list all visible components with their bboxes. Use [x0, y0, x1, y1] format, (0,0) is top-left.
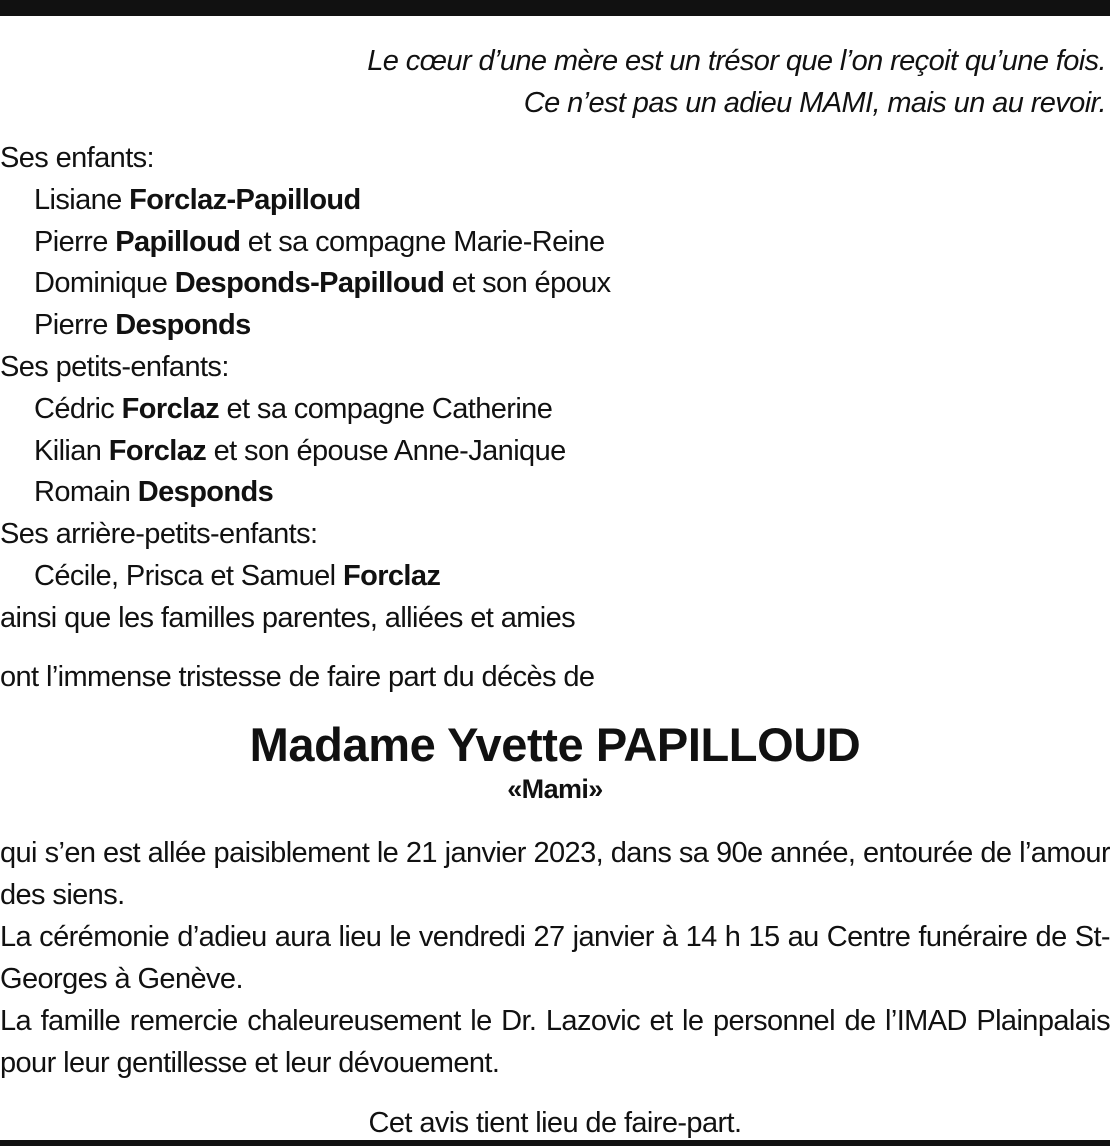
member-rest: et son époux	[444, 267, 611, 300]
passing-paragraph: qui s’en est allée paisiblement le 21 janvier 2023, dans sa 90e année, entourée de l’amour des siens.	[0, 836, 1110, 911]
top-rule	[0, 0, 1110, 16]
member-first: Dominique	[34, 267, 175, 300]
family-member	[0, 431, 1110, 473]
ceremony-paragraph: La cérémonie d’adieu aura lieu le vendredi 27 janvier à 14 h 15 au Centre funéraire de St-Georges à Genève.	[0, 920, 1110, 995]
closing-line: Cet avis tient lieu de faire-part.	[368, 1106, 742, 1139]
member-first: Kilian	[34, 434, 109, 467]
family-list	[0, 138, 1110, 640]
announcement-line: ont l’immense tristesse de faire part du décès de	[0, 660, 595, 693]
member-first: Romain	[34, 476, 138, 509]
member-first: Pierre	[34, 225, 116, 258]
member-surname: Forclaz	[121, 392, 220, 425]
great-grandchildren-label: Ses arrière-petits-enfants:	[0, 518, 318, 551]
family-member	[0, 389, 1110, 431]
quote-line-2: Ce n’est pas un adieu MAMI, mais un au revoir.	[523, 87, 1106, 119]
family-member	[0, 263, 1110, 305]
obituary-notice	[0, 40, 1110, 1144]
member-first: Cédric	[34, 392, 122, 425]
quote-line-1: Le cœur d’une mère est un trésor que l’on reçoit qu’une fois.	[367, 45, 1106, 77]
member-first: Cécile, Prisca et Samuel	[34, 559, 343, 592]
member-surname: Forclaz-Papilloud	[129, 183, 361, 216]
member-surname: Forclaz	[342, 559, 441, 592]
family-member	[0, 222, 1110, 264]
epigraph-quote	[0, 40, 1110, 124]
member-surname: Desponds-Papilloud	[174, 267, 445, 300]
member-first: Pierre	[34, 309, 116, 342]
member-surname: Desponds	[137, 476, 274, 509]
thanks-paragraph: La famille remercie chaleureusement le Dr. Lazovic et le personnel de l’IMAD Plainpalais pour leur gentillesse et leur dévouement.	[0, 1004, 1110, 1079]
member-surname: Desponds	[115, 309, 251, 342]
family-member	[0, 472, 1110, 514]
member-rest: et sa compagne Catherine	[219, 392, 553, 425]
member-rest: et sa compagne Marie-Reine	[240, 225, 605, 258]
families-line: ainsi que les familles parentes, alliées et amies	[0, 601, 576, 634]
member-first: Lisiane	[34, 183, 130, 216]
family-member	[0, 180, 1110, 222]
family-member	[0, 556, 1110, 598]
children-label: Ses enfants:	[0, 142, 155, 174]
bottom-rule	[0, 1140, 1110, 1146]
family-member	[0, 305, 1110, 347]
deceased-name: Madame Yvette PAPILLOUD	[249, 717, 861, 771]
member-surname: Forclaz	[108, 434, 207, 467]
member-rest: et son épouse Anne-Janique	[206, 434, 566, 467]
deceased-nickname: «Mami»	[507, 773, 603, 804]
member-surname: Papilloud	[115, 225, 241, 258]
grandchildren-label: Ses petits-enfants:	[0, 350, 229, 383]
